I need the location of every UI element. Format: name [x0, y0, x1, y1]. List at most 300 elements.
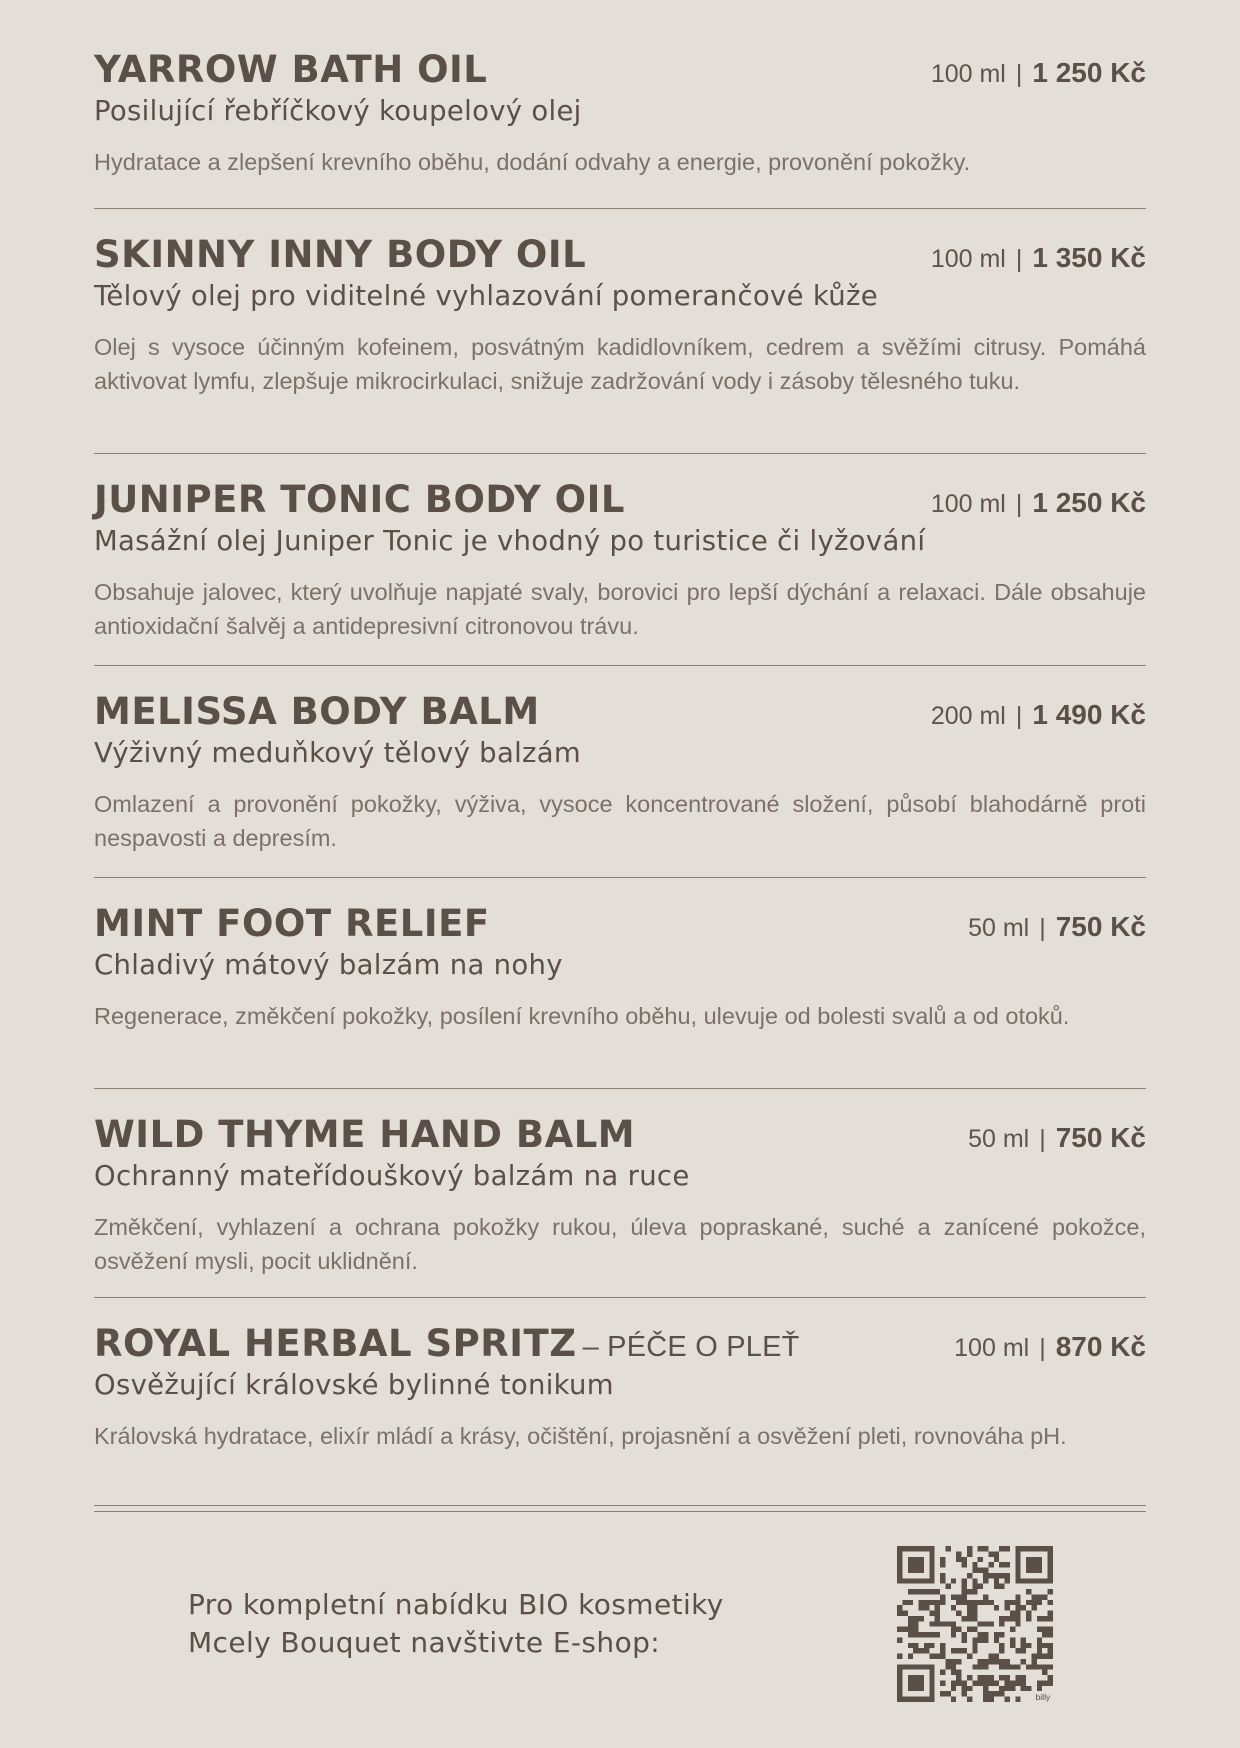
- qr-module: [940, 1600, 945, 1605]
- qr-module: [913, 1643, 918, 1648]
- qr-module: [924, 1600, 929, 1605]
- qr-module: [1037, 1616, 1042, 1621]
- qr-module: [919, 1600, 924, 1605]
- product-name: YARROW BATH OIL: [94, 48, 488, 91]
- qr-module: [1037, 1637, 1042, 1642]
- qr-module: [1042, 1627, 1047, 1632]
- product-price: 750 Kč: [1055, 911, 1146, 942]
- qr-module: [1015, 1600, 1020, 1605]
- qr-module: [935, 1632, 940, 1637]
- qr-module: [924, 1632, 929, 1637]
- qr-module: [983, 1546, 988, 1551]
- qr-module: [1021, 1637, 1026, 1642]
- qr-module: [951, 1697, 956, 1702]
- product-header: [94, 902, 1146, 945]
- qr-module: [1048, 1648, 1053, 1653]
- qr-module: [983, 1621, 988, 1626]
- qr-module: [972, 1643, 977, 1648]
- qr-module: [999, 1546, 1004, 1551]
- qr-module: [919, 1632, 924, 1637]
- qr-module: [913, 1632, 918, 1637]
- qr-module: [935, 1654, 940, 1659]
- qr-module: [1005, 1659, 1010, 1664]
- product-price: 1 250 Kč: [1032, 57, 1146, 88]
- qr-module: [1015, 1675, 1020, 1680]
- qr-module: [972, 1627, 977, 1632]
- footer-text: [188, 1586, 724, 1662]
- product-subtitle: Ochranný mateřídouškový balzám na ruce: [94, 1160, 690, 1192]
- qr-module: [983, 1664, 988, 1669]
- qr-module: [983, 1637, 988, 1642]
- qr-module: [1031, 1605, 1036, 1610]
- qr-module: [999, 1616, 1004, 1621]
- qr-module: [967, 1654, 972, 1659]
- qr-module: [908, 1632, 913, 1637]
- qr-module: [967, 1546, 972, 1551]
- qr-module: [978, 1637, 983, 1642]
- qr-module: [1031, 1664, 1036, 1669]
- product-volume: 50 ml: [968, 1125, 1030, 1153]
- qr-module: [999, 1643, 1004, 1648]
- qr-module: [913, 1589, 918, 1594]
- price-box: [931, 699, 1146, 731]
- price-separator: |: [1039, 1125, 1046, 1153]
- qr-module: [1048, 1616, 1053, 1621]
- product-name: MELISSA BODY BALM: [94, 690, 540, 733]
- qr-module: [1031, 1594, 1036, 1599]
- qr-module: [951, 1659, 956, 1664]
- qr-module: [956, 1594, 961, 1599]
- qr-module: [1015, 1594, 1020, 1599]
- qr-module: [1042, 1594, 1047, 1599]
- qr-module: [988, 1621, 993, 1626]
- qr-module: [988, 1654, 993, 1659]
- qr-module: [908, 1621, 913, 1626]
- qr-module: [897, 1637, 902, 1642]
- qr-module: [1015, 1697, 1020, 1702]
- qr-module: [940, 1594, 945, 1599]
- qr-module: [908, 1600, 913, 1605]
- qr-module: [962, 1557, 967, 1562]
- qr-module: [924, 1648, 929, 1653]
- qr-module: [913, 1621, 918, 1626]
- product-header: [94, 690, 1146, 733]
- qr-module: [972, 1680, 977, 1685]
- qr-module: [929, 1589, 934, 1594]
- qr-module: [1031, 1659, 1036, 1664]
- qr-module: [940, 1562, 945, 1567]
- qr-module: [1005, 1697, 1010, 1702]
- qr-module: [1037, 1654, 1042, 1659]
- qr-module: [967, 1573, 972, 1578]
- qr-module: [988, 1600, 993, 1605]
- qr-module: [983, 1675, 988, 1680]
- qr-module: [988, 1562, 993, 1567]
- qr-module: [1015, 1611, 1020, 1616]
- qr-module: [994, 1680, 999, 1685]
- qr-module: [994, 1659, 999, 1664]
- qr-module: [935, 1605, 940, 1610]
- qr-module: [1042, 1680, 1047, 1685]
- qr-module: [956, 1680, 961, 1685]
- qr-module: [1048, 1664, 1053, 1669]
- qr-module: [1010, 1627, 1015, 1632]
- qr-module: [972, 1648, 977, 1653]
- qr-module: [929, 1654, 934, 1659]
- qr-module: [1010, 1600, 1015, 1605]
- product-subtitle: Osvěžující královské bylinné tonikum: [94, 1369, 614, 1401]
- price-box: [968, 1122, 1146, 1154]
- qr-module: [994, 1654, 999, 1659]
- qr-module: [945, 1664, 950, 1669]
- product-volume: 100 ml: [930, 60, 1006, 88]
- qr-module: [945, 1546, 950, 1551]
- qr-module: [940, 1578, 945, 1583]
- product-volume: 200 ml: [930, 702, 1006, 730]
- qr-module: [978, 1546, 983, 1551]
- product-volume: 100 ml: [930, 245, 1006, 273]
- qr-module: [956, 1611, 961, 1616]
- product-volume: 50 ml: [968, 914, 1030, 942]
- qr-module: [1015, 1648, 1020, 1653]
- qr-module: [994, 1573, 999, 1578]
- qr-module: [1015, 1616, 1020, 1621]
- qr-module: [978, 1632, 983, 1637]
- qr-module: [1021, 1675, 1026, 1680]
- product-mint-foot-relief: [94, 878, 1146, 1089]
- qr-module: [1037, 1627, 1042, 1632]
- qr-module: [972, 1562, 977, 1567]
- price-separator: |: [1015, 490, 1023, 518]
- qr-module: [951, 1664, 956, 1669]
- qr-module: [983, 1600, 988, 1605]
- qr-module: [951, 1670, 956, 1675]
- qr-module: [945, 1691, 950, 1696]
- qr-module: [988, 1691, 993, 1696]
- product-price: 1 250 Kč: [1032, 487, 1146, 518]
- qr-module: [1005, 1546, 1010, 1551]
- product-name: [94, 1322, 800, 1365]
- product-price: 750 Kč: [1055, 1122, 1146, 1153]
- product-price: 1 350 Kč: [1032, 242, 1146, 273]
- price-box: [931, 57, 1146, 89]
- qr-module: [902, 1627, 907, 1632]
- price-box: [968, 911, 1146, 943]
- qr-module: [956, 1557, 961, 1562]
- qr-module: [1048, 1643, 1053, 1648]
- qr-module: [983, 1659, 988, 1664]
- product-subtitle: Výživný meduňkový tělový balzám: [94, 737, 582, 769]
- product-volume: 100 ml: [954, 1334, 1030, 1362]
- product-header: [94, 478, 1146, 521]
- product-royal-herbal-spritz: [94, 1298, 1146, 1522]
- qr-module: [956, 1600, 961, 1605]
- qr-module: [972, 1600, 977, 1605]
- qr-module: [1021, 1680, 1026, 1685]
- qr-module: [935, 1621, 940, 1626]
- qr-module: [919, 1648, 924, 1653]
- qr-module: [951, 1605, 956, 1610]
- qr-module: [1010, 1637, 1015, 1642]
- qr-module: [945, 1584, 950, 1589]
- qr-module: [972, 1578, 977, 1583]
- qr-module: [1005, 1680, 1010, 1685]
- qr-module: [929, 1643, 934, 1648]
- qr-module: [1042, 1670, 1047, 1675]
- qr-module: [983, 1697, 988, 1702]
- qr-module: [999, 1584, 1004, 1589]
- qr-module: [1005, 1605, 1010, 1610]
- qr-module: [962, 1578, 967, 1583]
- qr-module: [967, 1616, 972, 1621]
- qr-module: [1021, 1605, 1026, 1610]
- qr-module: [972, 1664, 977, 1669]
- qr-module: [919, 1589, 924, 1594]
- product-name-main: ROYAL HERBAL SPRITZ: [94, 1322, 577, 1365]
- price-box: [931, 242, 1146, 274]
- qr-module: [978, 1557, 983, 1562]
- qr-module: [913, 1627, 918, 1632]
- qr-module: [967, 1551, 972, 1556]
- qr-module: [913, 1616, 918, 1621]
- qr-module: [962, 1562, 967, 1567]
- qr-module: [972, 1611, 977, 1616]
- qr-module: [972, 1637, 977, 1642]
- qr-module: [940, 1680, 945, 1685]
- qr-module: [994, 1584, 999, 1589]
- qr-code-icon[interactable]: [897, 1546, 1053, 1702]
- product-volume: 100 ml: [930, 490, 1006, 518]
- qr-module: [983, 1573, 988, 1578]
- product-list: [94, 0, 1146, 1522]
- qr-module: [1048, 1680, 1053, 1685]
- price-separator: |: [1015, 60, 1023, 88]
- qr-module: [999, 1675, 1004, 1680]
- qr-module: [1026, 1616, 1031, 1621]
- qr-module: [978, 1621, 983, 1626]
- qr-module: [940, 1573, 945, 1578]
- qr-module: [962, 1600, 967, 1605]
- qr-module: [983, 1680, 988, 1685]
- qr-module: [967, 1697, 972, 1702]
- qr-module: [999, 1659, 1004, 1664]
- qr-module: [951, 1680, 956, 1685]
- qr-module: [924, 1589, 929, 1594]
- qr-module: [935, 1611, 940, 1616]
- qr-module: [940, 1557, 945, 1562]
- qr-module: [956, 1627, 961, 1632]
- qr-module: [999, 1648, 1004, 1653]
- qr-module: [924, 1605, 929, 1610]
- qr-module: [978, 1659, 983, 1664]
- price-box: [954, 1331, 1146, 1363]
- qr-module: [978, 1675, 983, 1680]
- product-price: 870 Kč: [1055, 1331, 1146, 1362]
- qr-module: [956, 1551, 961, 1556]
- qr-module: [988, 1680, 993, 1685]
- qr-module: [1048, 1611, 1053, 1616]
- qr-module: [972, 1605, 977, 1610]
- qr-module: [962, 1616, 967, 1621]
- product-header: [94, 48, 1146, 91]
- qr-module: [908, 1627, 913, 1632]
- qr-module: [1048, 1600, 1053, 1605]
- qr-module: [897, 1627, 902, 1632]
- qr-module: [999, 1664, 1004, 1669]
- product-description: Hydratace a zlepšení krevního oběhu, dodání odvahy a energie, provonění pokožky.: [94, 149, 971, 175]
- qr-module: [983, 1632, 988, 1637]
- qr-module: [945, 1659, 950, 1664]
- qr-module: [988, 1551, 993, 1556]
- qr-module: [983, 1578, 988, 1583]
- qr-module: [1021, 1686, 1026, 1691]
- product-name: JUNIPER TONIC BODY OIL: [94, 478, 625, 521]
- qr-module: [962, 1637, 967, 1642]
- qr-module: [929, 1632, 934, 1637]
- qr-module: [962, 1632, 967, 1637]
- qr-module: [1010, 1686, 1015, 1691]
- qr-module: [1026, 1643, 1031, 1648]
- qr-module: [924, 1643, 929, 1648]
- qr-module: [1015, 1680, 1020, 1685]
- qr-module: [1037, 1648, 1042, 1653]
- qr-module: [935, 1600, 940, 1605]
- product-name: WILD THYME HAND BALM: [94, 1113, 636, 1156]
- product-wild-thyme-hand-balm: [94, 1089, 1146, 1298]
- product-description: Královská hydratace, elixír mládí a krásy, očištění, projasnění a osvěžení pleti, rovnováha pH.: [94, 1423, 1067, 1449]
- qr-label: billy: [1035, 1691, 1051, 1702]
- footer-line-2: Mcely Bouquet navštivte E-shop:: [188, 1626, 661, 1659]
- qr-module: [962, 1594, 967, 1599]
- qr-module: [1048, 1675, 1053, 1680]
- qr-module: [940, 1643, 945, 1648]
- footer-line-1: Pro kompletní nabídku BIO kosmetiky: [188, 1588, 724, 1621]
- product-melissa-body-balm: [94, 666, 1146, 878]
- qr-module: [897, 1654, 902, 1659]
- qr-module: [994, 1551, 999, 1556]
- qr-module: [967, 1605, 972, 1610]
- product-header: [94, 233, 1146, 276]
- qr-module: [1048, 1654, 1053, 1659]
- qr-module: [988, 1675, 993, 1680]
- product-yarrow-bath-oil: [94, 0, 1146, 209]
- qr-module: [1005, 1562, 1010, 1567]
- qr-module: [951, 1632, 956, 1637]
- qr-module: [1031, 1654, 1036, 1659]
- qr-module: [951, 1578, 956, 1583]
- qr-module: [956, 1675, 961, 1680]
- qr-module: [1031, 1600, 1036, 1605]
- footer-divider: [94, 1505, 1146, 1512]
- qr-module: [983, 1691, 988, 1696]
- qr-module: [967, 1686, 972, 1691]
- qr-module: [1005, 1675, 1010, 1680]
- qr-module: [929, 1600, 934, 1605]
- qr-module: [913, 1648, 918, 1653]
- product-name: MINT FOOT RELIEF: [94, 902, 490, 945]
- qr-module: [919, 1605, 924, 1610]
- qr-module: [1021, 1643, 1026, 1648]
- qr-module: [972, 1568, 977, 1573]
- qr-module: [902, 1600, 907, 1605]
- qr-module: [908, 1616, 913, 1621]
- qr-module: [956, 1648, 961, 1653]
- qr-module: [1037, 1686, 1042, 1691]
- qr-module: [999, 1691, 1004, 1696]
- product-header: [94, 1322, 1146, 1365]
- qr-module: [956, 1659, 961, 1664]
- qr-module: [1010, 1611, 1015, 1616]
- qr-module: [897, 1605, 902, 1610]
- qr-module: [999, 1632, 1004, 1637]
- qr-module: [919, 1616, 924, 1621]
- qr-module: [940, 1621, 945, 1626]
- qr-module: [972, 1584, 977, 1589]
- qr-module: [1005, 1616, 1010, 1621]
- qr-module: [1026, 1686, 1031, 1691]
- qr-module: [908, 1589, 913, 1594]
- qr-module: [1037, 1680, 1042, 1685]
- qr-module: [940, 1691, 945, 1696]
- qr-module: [1015, 1621, 1020, 1626]
- product-subtitle: Chladivý mátový balzám na nohy: [94, 949, 563, 981]
- qr-module: [1042, 1654, 1047, 1659]
- qr-module: [962, 1680, 967, 1685]
- qr-module: [994, 1637, 999, 1642]
- qr-module: [978, 1600, 983, 1605]
- qr-module: [1005, 1600, 1010, 1605]
- qr-module: [897, 1611, 902, 1616]
- product-skinny-inny-body-oil: [94, 209, 1146, 454]
- qr-module: [988, 1573, 993, 1578]
- qr-module: [978, 1568, 983, 1573]
- qr-module: [972, 1616, 977, 1621]
- qr-module: [967, 1675, 972, 1680]
- qr-module: [1010, 1680, 1015, 1685]
- qr-module: [967, 1600, 972, 1605]
- qr-module: [967, 1627, 972, 1632]
- qr-module: [1015, 1664, 1020, 1669]
- price-separator: |: [1039, 914, 1046, 942]
- qr-module: [1005, 1664, 1010, 1669]
- product-subtitle: Masážní olej Juniper Tonic je vhodný po turistice či lyžování: [94, 525, 926, 557]
- product-price: 1 490 Kč: [1032, 699, 1146, 730]
- qr-module: [940, 1670, 945, 1675]
- qr-module: [945, 1621, 950, 1626]
- qr-module: [951, 1627, 956, 1632]
- qr-module: [1010, 1616, 1015, 1621]
- qr-module: [908, 1654, 913, 1659]
- qr-module: [1042, 1616, 1047, 1621]
- qr-module: [994, 1632, 999, 1637]
- price-separator: |: [1039, 1334, 1046, 1362]
- qr-module: [1037, 1664, 1042, 1669]
- product-name: SKINNY INNY BODY OIL: [94, 233, 587, 276]
- qr-module: [935, 1616, 940, 1621]
- qr-module: [1037, 1600, 1042, 1605]
- qr-module: [962, 1648, 967, 1653]
- qr-module: [988, 1659, 993, 1664]
- qr-module: [994, 1605, 999, 1610]
- product-juniper-tonic-body-oil: [94, 454, 1146, 666]
- qr-module: [1037, 1594, 1042, 1599]
- qr-module: [972, 1589, 977, 1594]
- qr-module: [1005, 1686, 1010, 1691]
- qr-module: [935, 1589, 940, 1594]
- price-separator: |: [1015, 245, 1023, 273]
- qr-module: [940, 1648, 945, 1653]
- qr-module: [1048, 1627, 1053, 1632]
